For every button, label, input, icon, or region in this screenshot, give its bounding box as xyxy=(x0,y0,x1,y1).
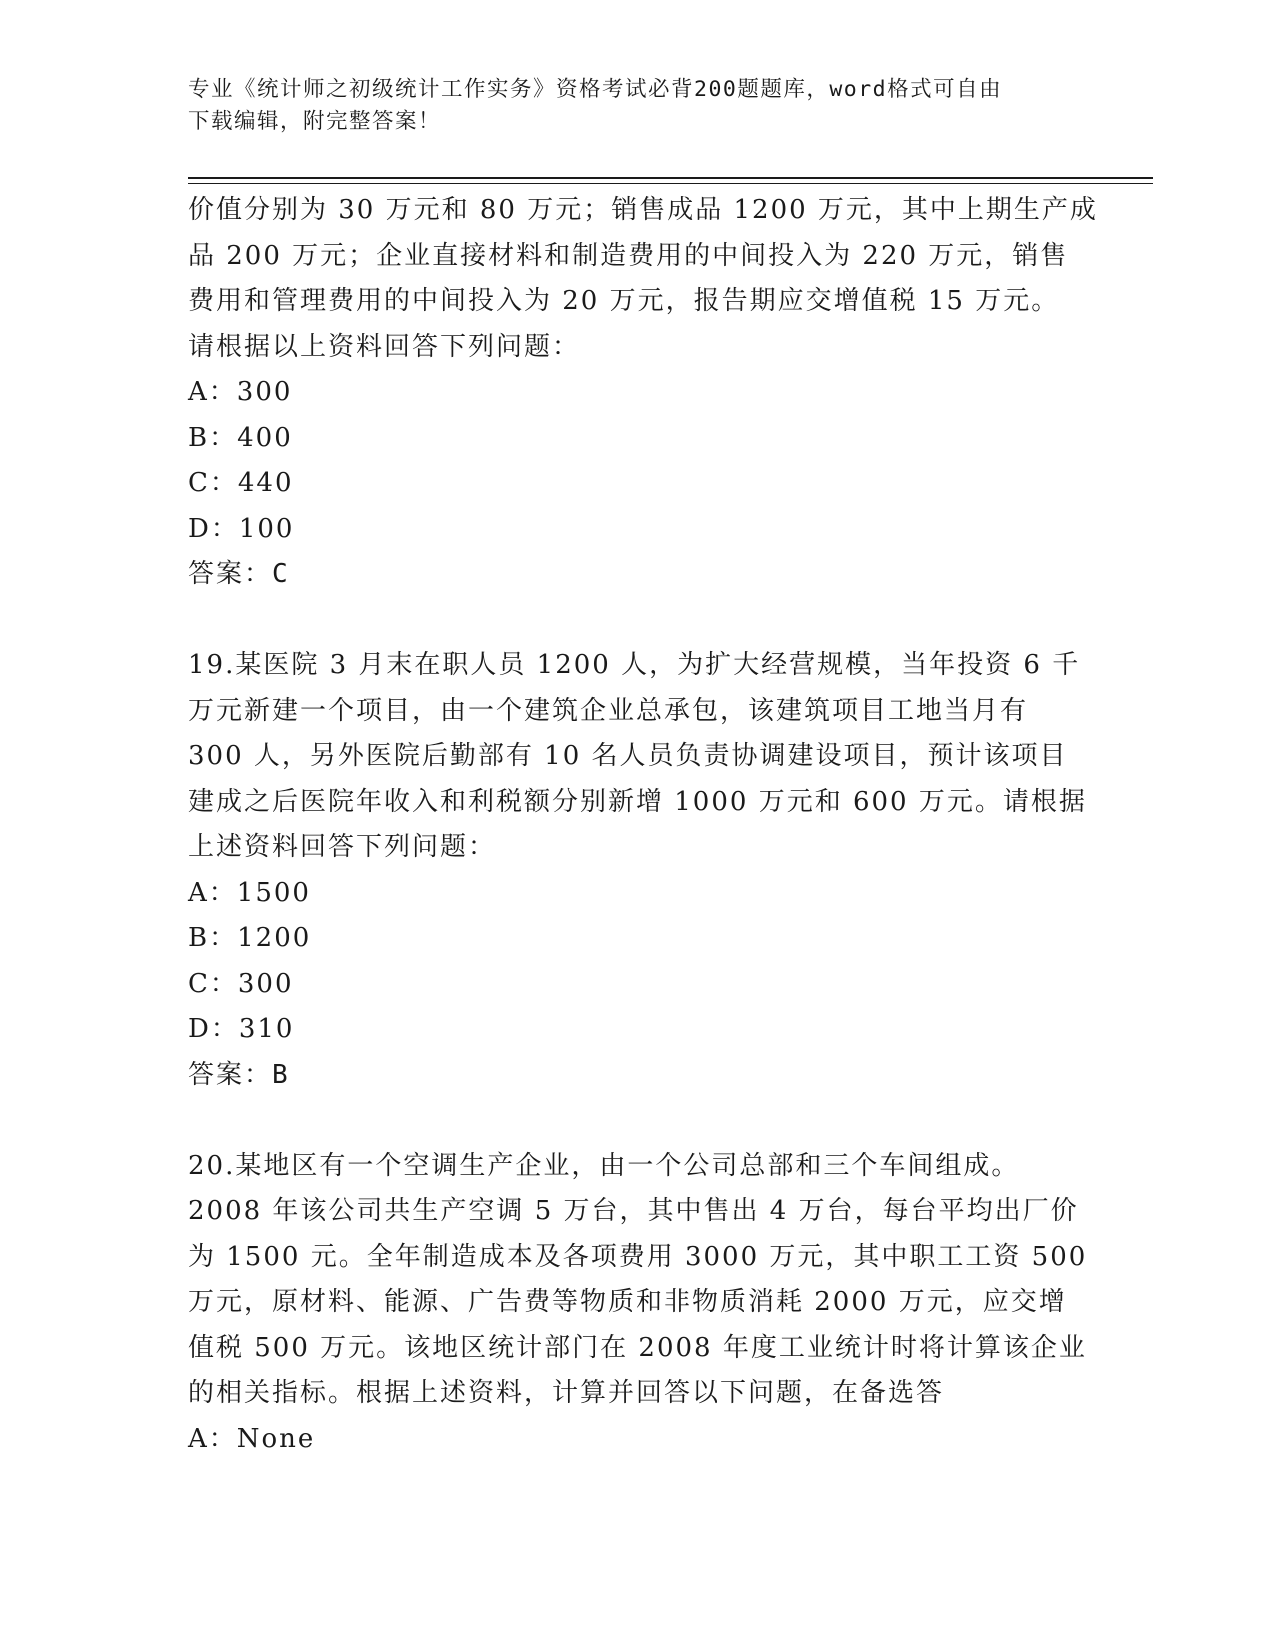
question-19 xyxy=(188,643,1088,1098)
option-a: A：1500 xyxy=(188,877,311,908)
option-a: A：300 xyxy=(188,377,293,407)
document-body xyxy=(188,188,1098,1462)
header-line-1: 专业《统计师之初级统计工作实务》资格考试必背200题题库，word格式可自由 xyxy=(188,77,1003,102)
header-line-2: 下载编辑，附完整答案！ xyxy=(188,109,442,134)
question-20 xyxy=(188,1144,1088,1463)
question-text-line: 2008 年该公司共生产空调 5 万台，其中售出 4 万台，每台平均出厂价 xyxy=(188,1196,1079,1226)
question-text-line: 19.某医院 3 月末在职人员 1200 人，为扩大经营规模，当年投资 6 千 xyxy=(188,650,1081,680)
option-d: D：100 xyxy=(188,513,295,544)
question-text-line: 万元新建一个项目，由一个建筑企业总承包，该建筑项目工地当月有 xyxy=(188,695,1029,726)
question-text-line: 请根据以上资料回答下列问题： xyxy=(188,331,581,362)
question-text-line: 的相关指标。根据上述资料，计算并回答以下问题，在备选答 xyxy=(188,1378,945,1408)
question-18 xyxy=(188,188,1098,598)
option-b: B：1200 xyxy=(188,923,312,953)
question-text-line: 建成之后医院年收入和利税额分别新增 1000 万元和 600 万元。请根据 xyxy=(188,786,1087,817)
header-divider-thick xyxy=(188,177,1153,179)
header-divider-thin xyxy=(188,183,1153,184)
spacer xyxy=(188,1098,1088,1144)
question-text-line: 费用和管理费用的中间投入为 20 万元，报告期应交增值税 15 万元。 xyxy=(188,286,1060,316)
question-text-line: 300 人，另外医院后勤部有 10 名人员负责协调建设项目，预计该项目 xyxy=(188,741,1068,771)
option-c: C：440 xyxy=(188,468,294,498)
question-text-line: 品 200 万元；企业直接材料和制造费用的中间投入为 220 万元，销售 xyxy=(188,240,1069,271)
answer-line: 答案：B xyxy=(188,1059,290,1090)
question-text-line: 20.某地区有一个空调生产企业，由一个公司总部和三个车间组成。 xyxy=(188,1150,1020,1181)
question-text-line: 价值分别为 30 万元和 80 万元；销售成品 1200 万元，其中上期生产成 xyxy=(188,195,1098,225)
page-header xyxy=(188,74,1068,138)
option-b: B：400 xyxy=(188,422,293,453)
question-text-line: 值税 500 万元。该地区统计部门在 2008 年度工业统计时将计算该企业 xyxy=(188,1332,1087,1363)
question-text-line: 为 1500 元。全年制造成本及各项费用 3000 万元，其中职工工资 500 xyxy=(188,1241,1088,1272)
option-c: C：300 xyxy=(188,968,294,999)
answer-line: 答案：C xyxy=(188,559,290,589)
question-text-line: 万元，原材料、能源、广告费等物质和非物质消耗 2000 万元，应交增 xyxy=(188,1287,1067,1317)
spacer xyxy=(188,598,1088,644)
option-a: A：None xyxy=(188,1423,316,1454)
option-d: D：310 xyxy=(188,1014,295,1044)
question-text-line: 上述资料回答下列问题： xyxy=(188,832,497,862)
